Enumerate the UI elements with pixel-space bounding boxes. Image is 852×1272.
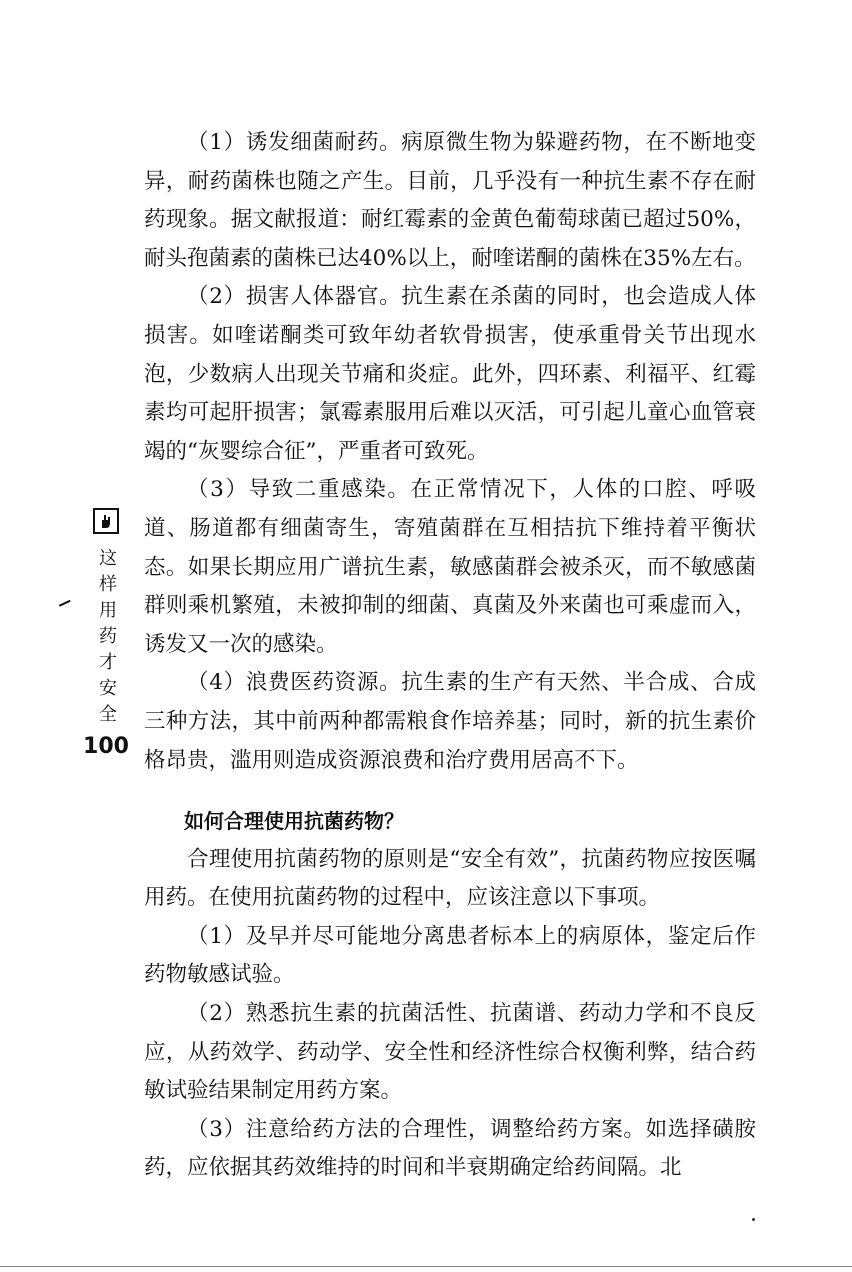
- paragraph: （3）导致二重感染。在正常情况下，人体的口腔、呼吸道、肠道都有细菌寄生，寄殖菌群在互相拮抗下维持着平衡状态。如果长期应用广谱抗生素，敏感菌群会被杀灭，而不敏感菌群则乘机繁殖，未被抑制的细菌、真菌及外来菌也可乘虚而入，诱发又一次的感染。: [144, 477, 756, 657]
- book-title: 这样用药才安全: [96, 548, 117, 730]
- paragraph: （2）损害人体器官。抗生素在杀菌的同时，也会造成人体损害。如喹诺酮类可致年幼者软骨损害，使承重骨关节出现水泡，少数病人出现关节痛和炎症。此外，四环素、利福平、红霉素均可起肝损害；氯霉素服用后难以灭活，可引起儿童心血管衰竭的“灰婴综合征”，严重者可致死。: [144, 284, 756, 464]
- sidebar: [84, 508, 128, 759]
- main-text: [144, 124, 756, 1188]
- paragraph: （2）熟悉抗生素的抗菌活性、抗菌谱、药动力学和不良反应，从药效学、药动学、安全性和经济性综合权衡利弊，结合药敏试验结果制定用药方案。: [144, 1001, 756, 1104]
- page-number: 100: [83, 734, 129, 759]
- paragraph: 合理使用抗菌药物的原则是“安全有效”，抗菌药物应按医嘱用药。在使用抗菌药物的过程中，应该注意以下事项。: [144, 846, 756, 911]
- paragraph: （4）浪费医药资源。抗生素的生产有天然、半合成、合成三种方法，其中前两种都需粮食作培养基；同时，新的抗生素价格昂贵，滥用则造成资源浪费和治疗费用居高不下。: [144, 670, 756, 773]
- scan-mark: [59, 600, 73, 612]
- paragraph: （3）注意给药方法的合理性，调整给药方案。如选择磺胺药，应依据其药效维持的时间和半衰期确定给药间隔。北: [144, 1116, 756, 1181]
- paragraph: （1）及早并尽可能地分离患者标本上的病原体，鉴定后作药物敏感试验。: [144, 923, 756, 988]
- paragraph: （1）诱发细菌耐药。病原微生物为躲避药物，在不断地变异，耐药菌株也随之产生。目前，几乎没有一种抗生素不存在耐药现象。据文献报道：耐红霉素的金黄色葡萄球菌已超过50%，耐头孢菌素的菌株已达40%以上，耐喹诺酮的菌株在35%左右。: [144, 130, 756, 271]
- scan-dot: [752, 1218, 755, 1221]
- hand-icon: [93, 508, 119, 534]
- page-edge-line: [0, 1266, 852, 1267]
- section-heading: 如何合理使用抗菌药物？: [184, 809, 404, 834]
